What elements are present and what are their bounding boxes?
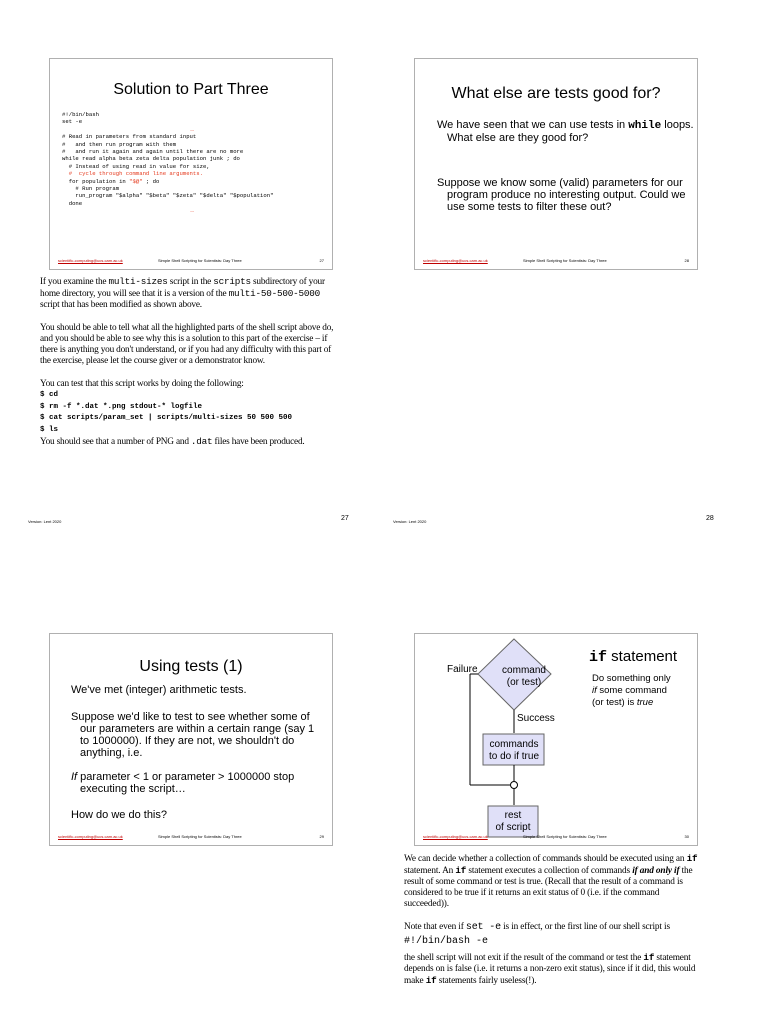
notes-paragraph: If you examine the multi-sizes script in the scripts subdirectory of your home directory, you will see that it is a version of the multi-50-500-5000 script that has been modified as shown above. bbox=[40, 276, 325, 310]
version-label: Version: Lent 2020 bbox=[28, 519, 62, 524]
slide-title: What else are tests good for? bbox=[451, 85, 661, 102]
slide-footer bbox=[423, 258, 689, 266]
notes-paragraph: Note that even if set -e is in effect, or the first line of our shell script is bbox=[404, 922, 670, 933]
box-label-4: of script bbox=[495, 822, 531, 833]
command-line: $ rm -f *.dat *.png stdout-* logfile bbox=[40, 402, 203, 411]
command-line: $ ls bbox=[40, 425, 59, 434]
footer-course-title: Simple Shell Scripting for Scientists: Day Three bbox=[158, 834, 242, 839]
footer-course-title: Simple Shell Scripting for Scientists: Day Three bbox=[523, 258, 607, 263]
slide-paragraph: We've met (integer) arithmetic tests. bbox=[71, 684, 247, 696]
slide-title: Solution to Part Three bbox=[113, 81, 269, 98]
slide-number: 30 bbox=[684, 834, 689, 839]
code-line: #!/bin/bash bbox=[62, 111, 99, 118]
notes-page-27 bbox=[40, 276, 340, 457]
notes-paragraph: You should be able to tell what all the highlighted parts of the shell script above do, and you should be able to see why this is a solution to this part of the exercise – if there is anything you don't understand, or if you had any difficulty with this part of the exercise, please let the course giver or a demonstrator know. bbox=[40, 323, 334, 366]
slide-paragraph: Suppose we'd like to test to see whether some of our parameters are within a certain range (say 1 to 1000000). If they are not, we shouldn't do anything, i.e. bbox=[71, 711, 315, 759]
code-line: while read alpha beta zeta delta population junk ; do bbox=[62, 155, 240, 163]
footer-email[interactable]: scientific-computing@ucs.cam.ac.uk bbox=[423, 834, 488, 839]
code-line: # Read in parameters from standard input bbox=[62, 133, 197, 141]
if-description: Do something only if some command (or test) is true bbox=[592, 673, 671, 708]
box-label-2: to do if true bbox=[488, 751, 540, 762]
shebang-line: #!/bin/bash -e bbox=[404, 936, 489, 947]
command-line: $ cd bbox=[40, 391, 59, 399]
merge-point bbox=[511, 782, 518, 789]
code-line: # and run it again and again until there are no more bbox=[62, 148, 244, 156]
box-label-1: commands bbox=[489, 739, 539, 750]
slide-30 bbox=[414, 633, 698, 846]
slide-footer bbox=[58, 258, 324, 266]
success-label: Success bbox=[517, 713, 555, 724]
page-number: 27 bbox=[341, 515, 349, 522]
flowchart bbox=[415, 634, 699, 847]
command-list bbox=[40, 390, 340, 436]
slide-paragraph: We have seen that we can use tests in while loops. What else are they good for? bbox=[437, 119, 694, 144]
slide-footer bbox=[423, 834, 689, 842]
notes-paragraph: You can test that this script works by doing the following: bbox=[40, 379, 244, 389]
slide-paragraph: How do we do this? bbox=[71, 809, 167, 821]
slide-title: if statement bbox=[589, 648, 678, 666]
code-line: # cycle through command line arguments. bbox=[62, 170, 203, 178]
code-line: run_program "$alpha" "$beta" "$zeta" "$delta" "$population" bbox=[62, 192, 274, 200]
code-line: … bbox=[190, 207, 194, 215]
notes-paragraph: the shell script will not exit if the result of the command or test the if statement depends on is false (i.e. it returns a non-zero exit status), since if it did, this would make if statements fairly useless(!). bbox=[404, 952, 696, 986]
code-line: done bbox=[62, 199, 83, 207]
page-number: 28 bbox=[706, 515, 714, 522]
footer-email[interactable]: scientific-computing@ucs.cam.ac.uk bbox=[423, 258, 488, 263]
notes-paragraph: We can decide whether a collection of commands should be executed using an if statement. An if statement executes a collection of commands if and only if the result of some command or test is true. (Recall that the result of a command is considered to be true if it returns an exit status of 0 (i.e. if the command succeeded)). bbox=[404, 853, 698, 909]
box-label-3: rest bbox=[504, 810, 522, 821]
notes-page-30 bbox=[404, 853, 706, 996]
slide-29 bbox=[49, 633, 333, 846]
code-line: # Run program bbox=[62, 185, 120, 193]
slide-number: 28 bbox=[684, 258, 689, 263]
footer-course-title: Simple Shell Scripting for Scientists: Day Three bbox=[158, 258, 242, 263]
slide-footer bbox=[58, 834, 324, 842]
slide-paragraph: If parameter < 1 or parameter > 1000000 stop executing the script… bbox=[71, 771, 295, 795]
footer-course-title: Simple Shell Scripting for Scientists: Day Three bbox=[523, 834, 607, 839]
code-line: … bbox=[190, 125, 194, 133]
slide-paragraph: Suppose we know some (valid) parameters for our program produce no interesting output. Could we use some tests to filter these out? bbox=[437, 177, 686, 213]
code-line: # Instead of using read in value for size, bbox=[62, 162, 210, 170]
notes-paragraph: You should see that a number of PNG and .dat files have been produced. bbox=[40, 436, 305, 447]
diamond-label-1: command bbox=[502, 665, 546, 676]
code-line: for population in "$@" ; do bbox=[62, 177, 160, 185]
command-line: $ cat scripts/param_set | scripts/multi-sizes 50 500 500 bbox=[40, 414, 293, 422]
slide-27 bbox=[49, 58, 333, 270]
slide-number: 27 bbox=[319, 258, 324, 263]
slide-28 bbox=[414, 58, 698, 270]
code-line: # and then run program with them bbox=[62, 140, 177, 148]
code-block bbox=[62, 111, 322, 215]
footer-email[interactable]: scientific-computing@ucs.cam.ac.uk bbox=[58, 258, 123, 263]
version-label: Version: Lent 2020 bbox=[393, 519, 427, 524]
slide-number: 29 bbox=[319, 834, 324, 839]
code-line: set -e bbox=[62, 118, 83, 126]
diamond-label-2: (or test) bbox=[506, 677, 542, 688]
footer-email[interactable]: scientific-computing@ucs.cam.ac.uk bbox=[58, 834, 123, 839]
slide-title: Using tests (1) bbox=[139, 658, 243, 675]
failure-label: Failure bbox=[447, 664, 478, 675]
